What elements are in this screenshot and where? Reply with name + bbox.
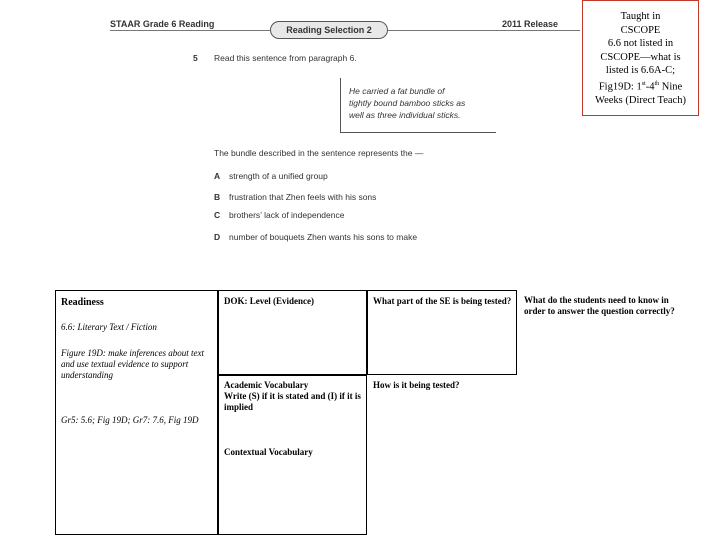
choice-letter: A <box>214 171 221 181</box>
student-expectation: 6.6: Literary Text / Fiction <box>61 322 157 332</box>
cscope-callout <box>582 0 699 116</box>
question-stem: The bundle described in the sentence represents the — <box>214 148 424 158</box>
answer-choice-c <box>214 210 344 220</box>
quote-line: He carried a fat bundle of <box>349 86 445 96</box>
quoted-sentence <box>340 78 496 133</box>
choice-text: strength of a unified group <box>229 171 328 181</box>
need-to-know-label: What do the students need to know in order to answer the question correctly? <box>524 295 675 316</box>
readiness-label: Readiness <box>61 297 104 308</box>
quote-line: tightly bound bamboo sticks as <box>349 98 466 108</box>
header-rule-right <box>388 30 580 31</box>
answer-choice-a <box>214 171 328 181</box>
callout-fragment: Fig19D: 1 <box>598 81 642 92</box>
callout-sup: th <box>654 80 660 87</box>
choice-letter: C <box>214 210 221 220</box>
stated-implied-instruction: Write (S) if it is stated and (I) if it is implied <box>224 391 361 412</box>
callout-line: 6.6 not listed in <box>607 38 674 49</box>
academic-vocabulary-label: Academic Vocabulary <box>224 380 309 390</box>
choice-text: number of bouquets Zhen wants his sons to make <box>229 232 418 242</box>
callout-sup: st <box>641 80 646 87</box>
choice-text: frustration that Zhen feels with his sons <box>229 192 377 202</box>
test-header-right: 2011 Release <box>502 19 559 29</box>
callout-line: CSCOPE—what is <box>600 51 681 63</box>
callout-line: Weeks (Direct Teach) <box>595 94 686 106</box>
answer-choice-d <box>214 232 417 242</box>
quote-line: well as three individual sticks. <box>349 110 461 120</box>
grade-alignment: Gr5: 5.6; Fig 19D; Gr7: 7.6, Fig 19D <box>61 415 199 425</box>
test-header-left: STAAR Grade 6 Reading <box>110 19 215 29</box>
figure-19d: Figure 19D: make inferences about text and use textual evidence to support understanding <box>61 348 205 380</box>
contextual-vocabulary-label: Contextual Vocabulary <box>224 447 313 457</box>
dok-label: DOK: Level (Evidence) <box>224 296 314 306</box>
callout-line: listed is 6.6A-C; <box>605 65 676 76</box>
callout-fragment: -4 <box>645 81 655 92</box>
callout-fragment: Nine <box>659 81 683 92</box>
callout-line: CSCOPE <box>620 24 661 36</box>
question-number: 5 <box>193 53 198 63</box>
how-tested-label: How is it being tested? <box>373 380 460 390</box>
header-rule-left <box>110 30 270 31</box>
what-part-label: What part of the SE is being tested? <box>373 296 512 306</box>
callout-line <box>586 78 695 94</box>
choice-letter: D <box>214 232 221 242</box>
choice-text: brothers’ lack of independence <box>229 210 345 220</box>
callout-line: Taught in <box>620 11 661 22</box>
choice-letter: B <box>214 192 221 202</box>
reading-selection-pill: Reading Selection 2 <box>270 21 388 39</box>
answer-choice-b <box>214 192 376 202</box>
question-prompt: Read this sentence from paragraph 6. <box>214 53 357 63</box>
